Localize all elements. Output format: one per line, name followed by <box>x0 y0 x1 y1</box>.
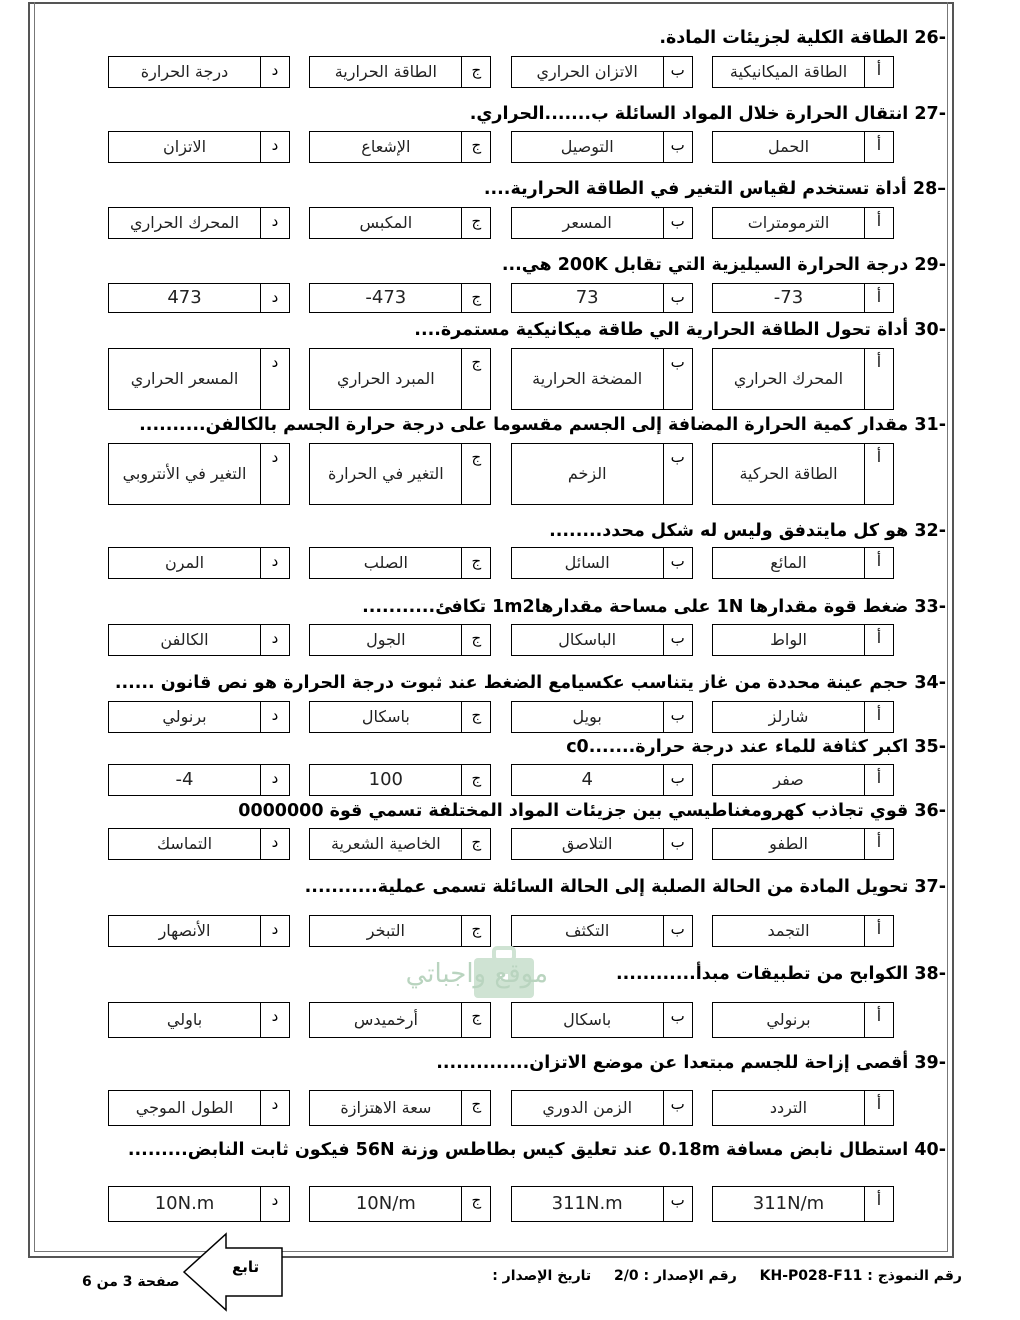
option-text: التماسك <box>108 828 260 860</box>
option-letter: ب <box>663 207 693 239</box>
option-letter: د <box>260 915 290 947</box>
question-37-title <box>305 877 946 897</box>
answer-option[interactable] <box>108 56 290 88</box>
option-text: المائع <box>712 547 864 579</box>
question-text: أقصى إزاحة للجسم مبتعدا عن موضع الاتزان.............. <box>436 1053 909 1073</box>
question-text: أداة تستخدم لقياس التغير في الطاقة الحرارية.... <box>483 179 907 199</box>
option-text: الطفو <box>712 828 864 860</box>
option-letter: د <box>260 1090 290 1126</box>
option-letter: ج <box>461 348 491 410</box>
option-text: 100 <box>309 764 461 796</box>
answer-option[interactable] <box>511 1090 693 1126</box>
option-letter: ب <box>663 1186 693 1222</box>
answer-option[interactable] <box>309 56 491 88</box>
option-text: المحرك الحراري <box>108 207 260 239</box>
option-text: -473 <box>309 283 461 313</box>
answer-option[interactable] <box>712 1186 894 1222</box>
question-39-title <box>436 1053 946 1073</box>
answer-option[interactable] <box>511 56 693 88</box>
question-34-options <box>108 701 894 733</box>
option-letter: ب <box>663 283 693 313</box>
option-letter: أ <box>864 443 894 505</box>
question-text: الطاقة الكلية لجزيئات المادة. <box>659 28 909 48</box>
question-number: 32- <box>914 521 946 541</box>
question-number: 39- <box>914 1053 946 1073</box>
answer-option[interactable] <box>108 1002 290 1038</box>
option-text: 311N/m <box>712 1186 864 1222</box>
answer-option[interactable] <box>712 207 894 239</box>
question-text: تحويل المادة من الحالة الصلبة إلى الحالة السائلة تسمى عملية........... <box>304 877 909 897</box>
option-letter: ب <box>663 828 693 860</box>
answer-option[interactable] <box>511 828 693 860</box>
option-letter: ب <box>663 131 693 163</box>
option-text: الترمومترات <box>712 207 864 239</box>
option-text: الكالفن <box>108 624 260 656</box>
option-letter: ج <box>461 56 491 88</box>
option-text: الطاقة الحرارية <box>309 56 461 88</box>
option-text: المبرد الحراري <box>309 348 461 410</box>
option-text: -4 <box>108 764 260 796</box>
option-text: الزمن الدوري <box>511 1090 663 1126</box>
answer-option[interactable] <box>309 443 491 505</box>
answer-option[interactable] <box>511 915 693 947</box>
option-text: الصلب <box>309 547 461 579</box>
answer-option[interactable] <box>108 131 290 163</box>
question-28-options <box>108 207 894 239</box>
option-letter: ج <box>461 283 491 313</box>
answer-option[interactable] <box>511 283 693 313</box>
question-text: انتقال الحرارة خلال المواد السائلة ب.......الحراري. <box>469 104 909 124</box>
option-letter: ج <box>461 131 491 163</box>
answer-option[interactable] <box>712 283 894 313</box>
answer-option[interactable] <box>108 547 290 579</box>
option-text: سعة الاهتزازة <box>309 1090 461 1126</box>
answer-option[interactable] <box>712 828 894 860</box>
option-letter: أ <box>864 547 894 579</box>
option-letter: ب <box>663 764 693 796</box>
answer-option[interactable] <box>309 283 491 313</box>
option-letter: د <box>260 207 290 239</box>
option-text: الإشعاع <box>309 131 461 163</box>
option-letter: ب <box>663 56 693 88</box>
answer-option[interactable] <box>108 764 290 796</box>
option-text: بويل <box>511 701 663 733</box>
option-text: المسعر الحراري <box>108 348 260 410</box>
option-text: الطول الموجي <box>108 1090 260 1126</box>
answer-option[interactable] <box>309 1186 491 1222</box>
question-37-options <box>108 915 894 947</box>
question-31-title <box>139 415 946 435</box>
answer-option[interactable] <box>511 207 693 239</box>
option-text: درجة الحرارة <box>108 56 260 88</box>
answer-option[interactable] <box>309 1090 491 1126</box>
answer-option[interactable] <box>108 283 290 313</box>
question-35-title <box>566 737 946 757</box>
question-number: 26- <box>914 28 946 48</box>
option-letter: ب <box>663 915 693 947</box>
option-letter: د <box>260 764 290 796</box>
question-35-options <box>108 764 894 796</box>
option-letter: أ <box>864 1090 894 1126</box>
answer-option[interactable] <box>309 701 491 733</box>
watermark: موقع واجباتي <box>405 959 548 989</box>
question-26-options <box>108 56 894 88</box>
answer-option[interactable] <box>511 443 693 505</box>
option-letter: د <box>260 624 290 656</box>
option-text: التجمد <box>712 915 864 947</box>
question-38-title <box>616 964 946 984</box>
answer-option[interactable] <box>108 1090 290 1126</box>
option-letter: ج <box>461 1186 491 1222</box>
option-letter: ج <box>461 915 491 947</box>
question-33-title <box>362 597 946 617</box>
answer-option[interactable] <box>511 764 693 796</box>
answer-option[interactable] <box>108 207 290 239</box>
option-text: -73 <box>712 283 864 313</box>
option-letter: د <box>260 547 290 579</box>
option-letter: د <box>260 131 290 163</box>
option-letter: ج <box>461 764 491 796</box>
version-number: رقم الإصدار : 2/0 <box>614 1268 737 1284</box>
question-text: استطال نابض مسافة 0.18m عند تعليق كيس بطاطس وزنة 56N فيكون ثابت النابض......... <box>127 1140 909 1160</box>
option-text: الحمل <box>712 131 864 163</box>
question-number: 38- <box>914 964 946 984</box>
question-number: 35- <box>914 737 946 757</box>
option-letter: د <box>260 283 290 313</box>
answer-option[interactable] <box>511 1002 693 1038</box>
answer-option[interactable] <box>511 131 693 163</box>
option-text: صفر <box>712 764 864 796</box>
option-letter: أ <box>864 701 894 733</box>
option-letter: أ <box>864 348 894 410</box>
answer-option[interactable] <box>511 701 693 733</box>
question-number: 28– <box>912 179 946 199</box>
option-letter: د <box>260 1002 290 1038</box>
question-text: اكبر كثافة للماء عند درجة حرارة.......c0 <box>566 737 909 757</box>
answer-option[interactable] <box>309 915 491 947</box>
question-38-options <box>108 1002 894 1038</box>
answer-option[interactable] <box>511 547 693 579</box>
option-text: 4 <box>511 764 663 796</box>
footer-info <box>474 1268 962 1284</box>
option-letter: أ <box>864 624 894 656</box>
option-letter: أ <box>864 828 894 860</box>
next-page-label[interactable]: تابع <box>232 1258 260 1276</box>
question-text: أداة تحول الطاقة الحرارية الي طاقة ميكانيكية مستمرة.... <box>414 320 909 340</box>
question-30-title <box>414 320 946 340</box>
question-number: 27- <box>914 104 946 124</box>
option-text: السائل <box>511 547 663 579</box>
answer-option[interactable] <box>712 1090 894 1126</box>
answer-option[interactable] <box>309 348 491 410</box>
option-letter: د <box>260 1186 290 1222</box>
option-text: الواط <box>712 624 864 656</box>
option-text: باسكال <box>309 701 461 733</box>
question-number: 34- <box>914 673 946 693</box>
option-letter: أ <box>864 56 894 88</box>
question-27-options <box>108 131 894 163</box>
answer-option[interactable] <box>309 764 491 796</box>
option-text: التغير في الأنتروبي <box>108 443 260 505</box>
option-text: التردد <box>712 1090 864 1126</box>
option-text: الاتزان الحراري <box>511 56 663 88</box>
option-letter: ج <box>461 207 491 239</box>
answer-option[interactable] <box>712 547 894 579</box>
option-letter: ج <box>461 1090 491 1126</box>
option-text: الخاصية الشعرية <box>309 828 461 860</box>
option-text: باسكال <box>511 1002 663 1038</box>
question-number: 30- <box>914 320 946 340</box>
option-text: المكبس <box>309 207 461 239</box>
answer-option[interactable] <box>712 443 894 505</box>
question-text: الكوابح من تطبيقات مبدأ............ <box>616 964 909 984</box>
question-number: 31- <box>914 415 946 435</box>
page-number: صفحة 3 من 6 <box>82 1274 180 1290</box>
answer-option[interactable] <box>309 828 491 860</box>
option-letter: د <box>260 348 290 410</box>
option-letter: أ <box>864 1186 894 1222</box>
option-text: التلاصق <box>511 828 663 860</box>
option-letter: ب <box>663 624 693 656</box>
option-letter: د <box>260 828 290 860</box>
form-number: رقم النموذج : KH-P028-F11 <box>759 1268 962 1284</box>
answer-option[interactable] <box>108 624 290 656</box>
option-letter: ب <box>663 348 693 410</box>
option-text: التغير في الحرارة <box>309 443 461 505</box>
question-32-title <box>549 521 946 541</box>
option-text: المضخة الحرارية <box>511 348 663 410</box>
option-letter: د <box>260 701 290 733</box>
answer-option[interactable] <box>108 915 290 947</box>
option-letter: ج <box>461 624 491 656</box>
option-letter: ج <box>461 828 491 860</box>
option-text: باولي <box>108 1002 260 1038</box>
option-text: 311N.m <box>511 1186 663 1222</box>
option-letter: أ <box>864 283 894 313</box>
option-letter: د <box>260 56 290 88</box>
question-27-title <box>470 104 946 124</box>
option-letter: أ <box>864 207 894 239</box>
answer-option[interactable] <box>108 443 290 505</box>
option-text: 73 <box>511 283 663 313</box>
option-letter: ج <box>461 547 491 579</box>
option-letter: ج <box>461 701 491 733</box>
question-36-options <box>108 828 894 860</box>
answer-option[interactable] <box>108 701 290 733</box>
option-letter: أ <box>864 1002 894 1038</box>
answer-option[interactable] <box>511 1186 693 1222</box>
option-text: الطاقة الميكانيكية <box>712 56 864 88</box>
question-text: مقدار كمية الحرارة المضافة إلى الجسم مقسوما على درجة حرارة الجسم بالكالفن.......... <box>139 415 909 435</box>
answer-option[interactable] <box>309 207 491 239</box>
question-text: درجة الحرارة السيليزية التي تقابل 200K هي... <box>501 255 909 275</box>
question-number: 40- <box>914 1140 946 1160</box>
answer-option[interactable] <box>309 1002 491 1038</box>
question-32-options <box>108 547 894 579</box>
option-text: الاتزان <box>108 131 260 163</box>
option-text: التكثف <box>511 915 663 947</box>
question-36-title <box>238 801 946 821</box>
option-letter: ج <box>461 1002 491 1038</box>
option-letter: ب <box>663 1002 693 1038</box>
answer-option[interactable] <box>712 131 894 163</box>
option-text: التبخر <box>309 915 461 947</box>
answer-option[interactable] <box>108 1186 290 1222</box>
option-text: 473 <box>108 283 260 313</box>
answer-option[interactable] <box>511 624 693 656</box>
option-letter: أ <box>864 764 894 796</box>
answer-option[interactable] <box>108 348 290 410</box>
option-letter: أ <box>864 131 894 163</box>
answer-option[interactable] <box>309 624 491 656</box>
question-number: 37- <box>914 877 946 897</box>
option-text: الطاقة الحركية <box>712 443 864 505</box>
answer-option[interactable] <box>712 701 894 733</box>
question-33-options <box>108 624 894 656</box>
answer-option[interactable] <box>309 547 491 579</box>
option-text: المسعر <box>511 207 663 239</box>
option-text: 10N/m <box>309 1186 461 1222</box>
question-28-title <box>484 179 946 199</box>
option-text: برنولي <box>712 1002 864 1038</box>
answer-option[interactable] <box>712 624 894 656</box>
answer-option[interactable] <box>712 348 894 410</box>
answer-option[interactable] <box>712 764 894 796</box>
option-text: أرخميدس <box>309 1002 461 1038</box>
question-number: 29- <box>914 255 946 275</box>
question-text: قوي تجاذب كهرومغناطيسي بين جزيئات المواد المختلفة تسمي قوة 0000000 <box>238 801 909 821</box>
answer-option[interactable] <box>511 348 693 410</box>
option-letter: ج <box>461 443 491 505</box>
question-34-title <box>115 673 946 693</box>
question-text: ضغط قوة مقدارها 1N على مساحة مقدارها1m2 تكافئ........... <box>362 597 909 617</box>
option-text: التوصيل <box>511 131 663 163</box>
question-text: حجم عينة محددة من غاز يتناسب عكسيامع الضغط عند ثبوت درجة الحرارة هو نص قانون ...... <box>114 673 909 693</box>
question-39-options <box>108 1090 894 1126</box>
option-letter: أ <box>864 915 894 947</box>
option-text: الباسكال <box>511 624 663 656</box>
option-text: الأنصهار <box>108 915 260 947</box>
option-text: المرن <box>108 547 260 579</box>
question-29-title <box>502 255 946 275</box>
option-text: برنولي <box>108 701 260 733</box>
option-text: 10N.m <box>108 1186 260 1222</box>
question-31-options <box>108 443 894 505</box>
option-letter: ب <box>663 547 693 579</box>
issue-date: تاريخ الإصدار : <box>492 1268 592 1284</box>
answer-option[interactable] <box>712 915 894 947</box>
option-letter: د <box>260 443 290 505</box>
option-text: المحرك الحراري <box>712 348 864 410</box>
question-number: 33- <box>914 597 946 617</box>
answer-option[interactable] <box>712 56 894 88</box>
question-30-options <box>108 348 894 410</box>
question-text: هو كل مايتدفق وليس له شكل محدد........ <box>549 521 909 541</box>
answer-option[interactable] <box>309 131 491 163</box>
answer-option[interactable] <box>712 1002 894 1038</box>
question-29-options <box>108 283 894 313</box>
option-letter: ب <box>663 701 693 733</box>
option-letter: ب <box>663 1090 693 1126</box>
option-letter: ب <box>663 443 693 505</box>
question-number: 36- <box>914 801 946 821</box>
answer-option[interactable] <box>108 828 290 860</box>
question-40-options <box>108 1186 894 1222</box>
option-text: الجول <box>309 624 461 656</box>
option-text: شارلز <box>712 701 864 733</box>
question-40-title <box>128 1140 946 1160</box>
option-text: الزخم <box>511 443 663 505</box>
question-26-title <box>659 28 946 48</box>
